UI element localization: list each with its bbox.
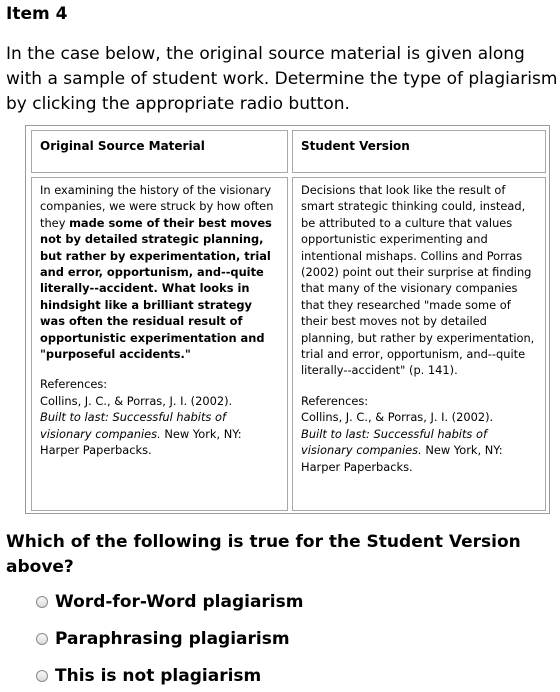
original-ref-title: Built to last: Successful habits of visionary companies.: [40, 410, 226, 441]
original-ref-authors: Collins, J. C., & Porras, J. I. (2002).: [40, 393, 233, 408]
option-not-plagiarism[interactable]: [36, 666, 261, 686]
radio-button[interactable]: [36, 596, 48, 608]
radio-button[interactable]: [36, 670, 48, 682]
original-ref-label: References:: [40, 377, 108, 392]
student-version-cell: [292, 177, 546, 511]
original-source-cell: [31, 177, 288, 511]
option-label[interactable]: Word-for-Word plagiarism: [55, 592, 304, 612]
option-paraphrasing[interactable]: [36, 629, 290, 649]
student-version-text: Decisions that look like the result of smart strategic thinking could, instead, be attributed to a culture that values opportunistic experimenting and intentional mishaps. Collins and Porras (2002) point out their surprise at finding that many of the visionary companies that they researched "made some of their best moves not by detailed planning, but rather by experimentation, trial and error, opportunism, and--quite literally--accident" (p. 141).: [301, 183, 535, 378]
case-table: [25, 125, 550, 514]
original-ref-publisher: New York, NY: Harper Paperbacks.: [40, 426, 242, 458]
option-label[interactable]: This is not plagiarism: [55, 666, 262, 686]
option-label[interactable]: Paraphrasing plagiarism: [55, 629, 290, 649]
student-ref-title: Built to last: Successful habits of visionary companies.: [301, 426, 487, 458]
original-plain-text: In examining the history of the visionary companies, we were struck by how often they: [40, 183, 274, 230]
student-header: Student Version: [292, 130, 546, 173]
original-source-text: [40, 182, 279, 362]
student-ref-label: References:: [301, 393, 369, 408]
original-references: [40, 376, 279, 458]
student-references: [301, 393, 537, 475]
radio-button[interactable]: [36, 633, 48, 645]
student-ref-publisher: New York, NY: Harper Paperbacks.: [301, 443, 503, 474]
option-word-for-word[interactable]: [36, 592, 303, 612]
original-header: Original Source Material: [31, 130, 288, 173]
original-bold-text: made some of their best moves not by detailed strategic planning, but rather by experimentation, trial and error, opportunism, and--quite literally--accident. What looks in hindsight like a brilliant strategy was often the residual result of opportunistic experimentation and "purposeful accidents.": [40, 215, 272, 362]
instructions: In the case below, the original source material is given along with a sample of student work. Determine the type of plagiarism by clicking the appropriate radio button.: [6, 44, 558, 114]
question-prompt: Which of the following is true for the Student Version above?: [6, 532, 521, 577]
item-title: Item 4: [6, 4, 68, 24]
student-ref-authors: Collins, J. C., & Porras, J. I. (2002).: [301, 410, 494, 425]
